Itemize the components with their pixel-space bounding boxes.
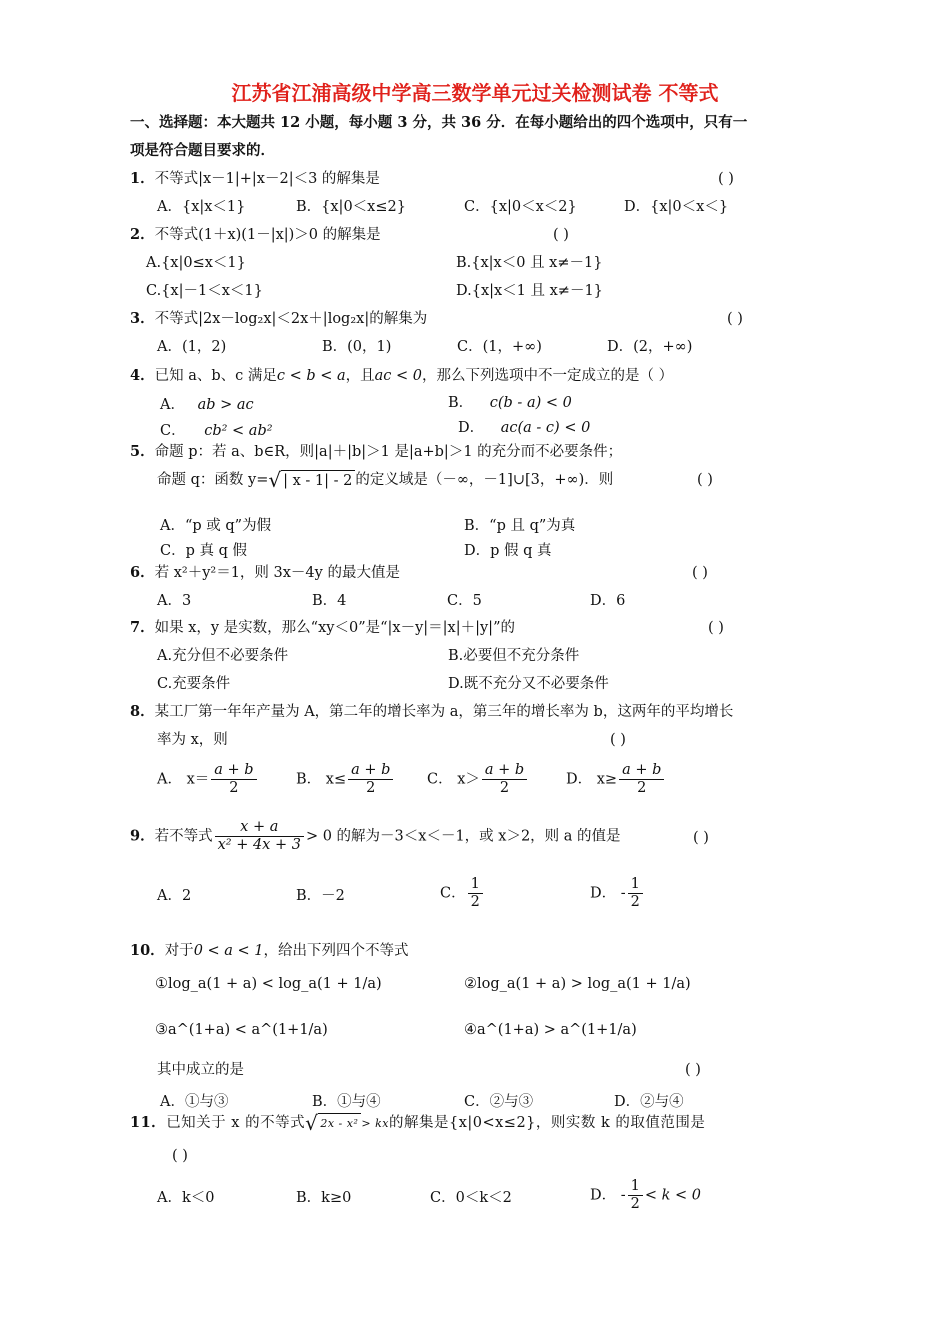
answer-blank[interactable]: ( ) [553, 227, 569, 243]
option-b[interactable] [448, 393, 572, 413]
option-a[interactable]: A．①与③ [160, 1094, 229, 1110]
inequality-4: ④a^(1+a) > a^(1+1/a) [464, 1022, 637, 1038]
option-expression: cb² < ab² [204, 423, 273, 439]
option-a[interactable]: A．3 [157, 593, 192, 609]
option-d[interactable]: D．(2，+∞) [607, 339, 693, 355]
option-a[interactable]: A.充分但不必要条件 [157, 648, 289, 664]
option-c[interactable]: C.{x|－1＜x＜1} [146, 283, 263, 299]
denominator: 2 [348, 779, 393, 797]
fraction [482, 762, 527, 797]
question-stem-part: ，且 [345, 368, 375, 384]
radicand: 2x - x² [318, 1113, 361, 1133]
numerator: 1 [470, 876, 480, 892]
option-label: D． - [590, 1187, 626, 1204]
question-stem: 不等式|x－1|+|x－2|＜3 的解集是 [154, 171, 380, 187]
inequality-2: ②log_a(1 + a) > log_a(1 + 1/a) [464, 976, 691, 992]
option-label: D． - [590, 885, 626, 902]
option-a[interactable]: A．k＜0 [157, 1190, 215, 1206]
fraction [619, 762, 664, 797]
option-letter: D． [458, 420, 485, 436]
denominator: 2 [628, 1195, 643, 1213]
option-a[interactable] [160, 395, 254, 415]
question-stem-part: 的解集是{x|0<x≤2}，则实数 k 的取值范围是 [388, 1115, 706, 1131]
question-stem-line2: 率为 x，则 [157, 732, 228, 748]
sqrt-expression: √ 2x - x² [305, 1113, 361, 1133]
answer-blank[interactable]: ( ) [610, 732, 626, 748]
option-c[interactable] [440, 876, 485, 911]
fraction [348, 762, 393, 797]
numerator: a + b [214, 762, 254, 778]
question-stem: 若 x²＋y²＝1，则 3x－4y 的最大值是 [154, 565, 400, 581]
question-stem: 不等式(1＋x)(1－|x|)＞0 的解集是 [154, 227, 381, 243]
option-label: A． x＝ [157, 771, 210, 788]
question-number: 9． [130, 827, 155, 845]
option-d[interactable] [590, 876, 645, 911]
numerator: 1 [630, 876, 640, 892]
option-c[interactable]: C．{x|0＜x＜2} [464, 199, 577, 215]
option-b[interactable]: B.必要但不充分条件 [448, 648, 580, 664]
option-c[interactable]: C．②与③ [464, 1094, 534, 1110]
option-d[interactable]: D.{x|x＜1 且 x≠－1} [456, 283, 603, 299]
question-number: 11． [130, 1114, 167, 1131]
answer-blank[interactable]: ( ) [172, 1148, 188, 1164]
numerator: a + b [351, 762, 391, 778]
option-a[interactable]: A．{x|x＜1} [157, 199, 246, 215]
question-stem-part: ，给出下列四个不等式 [263, 943, 409, 959]
option-label: C． x＞ [427, 771, 480, 788]
option-d[interactable]: D．p 假 q 真 [464, 543, 552, 559]
option-label: C． [440, 885, 466, 902]
question-number: 6． [130, 564, 155, 581]
denominator: 2 [482, 779, 527, 797]
answer-blank[interactable]: ( ) [718, 171, 734, 187]
option-d[interactable] [458, 418, 590, 438]
question-stem: 已知 a、b、c 满足 [154, 368, 277, 384]
question-stem: 某工厂第一年年产量为 A，第二年的增长率为 a，第三年的增长率为 b，这两年的平均增长 [154, 704, 734, 720]
domain-text: ]∪[3，+∞ [507, 472, 579, 488]
numerator: a + b [622, 762, 662, 778]
fraction [468, 876, 483, 911]
option-expression: c(b - a) < 0 [489, 395, 572, 411]
denominator: 2 [628, 893, 643, 911]
numerator: x + a [240, 819, 279, 835]
radicand: | x - 1| - 2 [281, 470, 355, 490]
answer-blank[interactable]: ( ) [685, 1062, 701, 1078]
inequality-rhs: > kx [361, 1117, 389, 1130]
option-a[interactable]: A．(1，2) [157, 339, 227, 355]
question-stem: 如果 x，y 是实数，那么“xy＜0”是“|x－y|＝|x|＋|y|”的 [154, 620, 515, 636]
denominator: 2 [468, 893, 483, 911]
option-a[interactable]: A．2 [157, 888, 192, 904]
answer-blank[interactable]: ( ) [727, 311, 743, 327]
domain-text: 的定义域是（－∞，－1 [355, 472, 508, 488]
section-heading-line1: 一、选择题：本大题共 12 小题，每小题 3 分，共 36 分．在每小题给出的四个选项中，只有一 [130, 114, 748, 131]
option-c[interactable]: C．(1，+∞) [457, 339, 542, 355]
option-letter: A． [160, 397, 185, 413]
option-d[interactable] [590, 1178, 701, 1213]
fraction [628, 1178, 643, 1213]
numerator: a + b [484, 762, 525, 778]
inequality-3: ③a^(1+a) < a^(1+1/a) [155, 1022, 328, 1038]
denominator: 2 [211, 779, 256, 797]
question-closing: 其中成立的是 [157, 1062, 244, 1078]
option-label: D． x≥ [566, 771, 618, 788]
option-a[interactable]: A．“p 或 q”为假 [160, 518, 272, 534]
question-number: 3． [130, 310, 155, 327]
option-expression: < k < 0 [644, 1187, 702, 1204]
question-number: 10． [130, 942, 165, 959]
option-b[interactable]: B.{x|x＜0 且 x≠－1} [456, 255, 603, 271]
option-a[interactable] [157, 762, 259, 797]
option-c[interactable]: C.充要条件 [157, 676, 231, 692]
numerator: 1 [630, 1178, 640, 1194]
question-stem: 不等式|2x－log₂x|＜2x＋|log₂x|的解集为 [154, 311, 428, 327]
option-c[interactable]: C．0＜k＜2 [430, 1190, 512, 1206]
question-stem: 若不等式 [154, 828, 213, 845]
option-expression: ac(a - c) < 0 [500, 420, 591, 436]
denominator: x² + 4x + 3 [215, 836, 304, 854]
option-b[interactable]: B．“p 且 q”为真 [464, 518, 576, 534]
question-number: 7． [130, 619, 155, 636]
option-expression: ab > ac [197, 397, 254, 413]
question-number: 5． [130, 443, 155, 460]
proposition-q: 命题 q：函数 y= [157, 472, 269, 488]
denominator: 2 [619, 779, 664, 797]
option-b[interactable]: B．－2 [296, 888, 345, 904]
inequality-1: ①log_a(1 + a) < log_a(1 + 1/a) [155, 976, 382, 992]
question-stem-part: ，那么下列选项中不一定成立的是（ ） [422, 368, 674, 384]
condition-range: 0 < a < 1 [193, 943, 264, 959]
option-a[interactable]: A.{x|0≤x＜1} [146, 255, 246, 271]
answer-blank[interactable]: ( ) [692, 565, 708, 581]
option-c[interactable]: C．5 [447, 593, 482, 609]
option-b[interactable] [296, 762, 395, 797]
section-heading-line2: 项是符合题目要求的． [130, 142, 275, 159]
fraction [628, 876, 643, 911]
answer-blank[interactable]: ( ) [708, 620, 724, 636]
option-d[interactable]: D．②与④ [614, 1094, 684, 1110]
option-d[interactable]: D．6 [590, 593, 626, 609]
domain-text: )．则 [578, 472, 614, 488]
option-letter: B． [448, 395, 474, 411]
sqrt-expression: √ | x - 1| - 2 [268, 470, 355, 490]
question-number: 1． [130, 170, 155, 187]
option-c[interactable]: C．p 真 q 假 [160, 543, 247, 559]
question-stem-part: > 0 的解为－3＜x＜－1，或 x＞2，则 a 的值是 [305, 828, 621, 845]
question-stem: 对于 [164, 943, 194, 959]
fraction [215, 819, 304, 854]
option-label: B． x≤ [296, 771, 347, 788]
condition-inequality: c < b < a [276, 368, 346, 384]
condition-product: ac < 0 [374, 368, 423, 384]
question-stem: 已知关于 x 的不等式 [166, 1115, 306, 1131]
option-d[interactable]: D.既不充分又不必要条件 [448, 676, 609, 692]
option-b[interactable]: B．{x|0＜x≤2} [296, 199, 406, 215]
option-letter: C． [160, 423, 186, 439]
option-b[interactable]: B．4 [312, 593, 347, 609]
option-d[interactable] [566, 762, 666, 797]
question-number: 4． [130, 367, 155, 384]
option-b[interactable]: B．k≥0 [296, 1190, 352, 1206]
option-b[interactable]: B．①与④ [312, 1094, 381, 1110]
option-c[interactable] [160, 421, 273, 441]
page-title: 江苏省江浦高级中学高三数学单元过关检测试卷 不等式 [231, 81, 719, 105]
question-number: 8． [130, 703, 155, 720]
option-c[interactable] [427, 762, 529, 797]
answer-blank[interactable]: ( ) [693, 830, 709, 846]
question-number: 2． [130, 226, 155, 243]
fraction [211, 762, 256, 797]
option-b[interactable]: B．(0，1) [322, 339, 392, 355]
option-d[interactable]: D．{x|0＜x＜} [624, 199, 729, 215]
proposition-p: 命题 p：若 a、b∈R，则|a|＋|b|＞1 是|a+b|＞1 的充分而不必要条件； [154, 444, 623, 460]
answer-blank[interactable]: ( ) [697, 472, 713, 488]
